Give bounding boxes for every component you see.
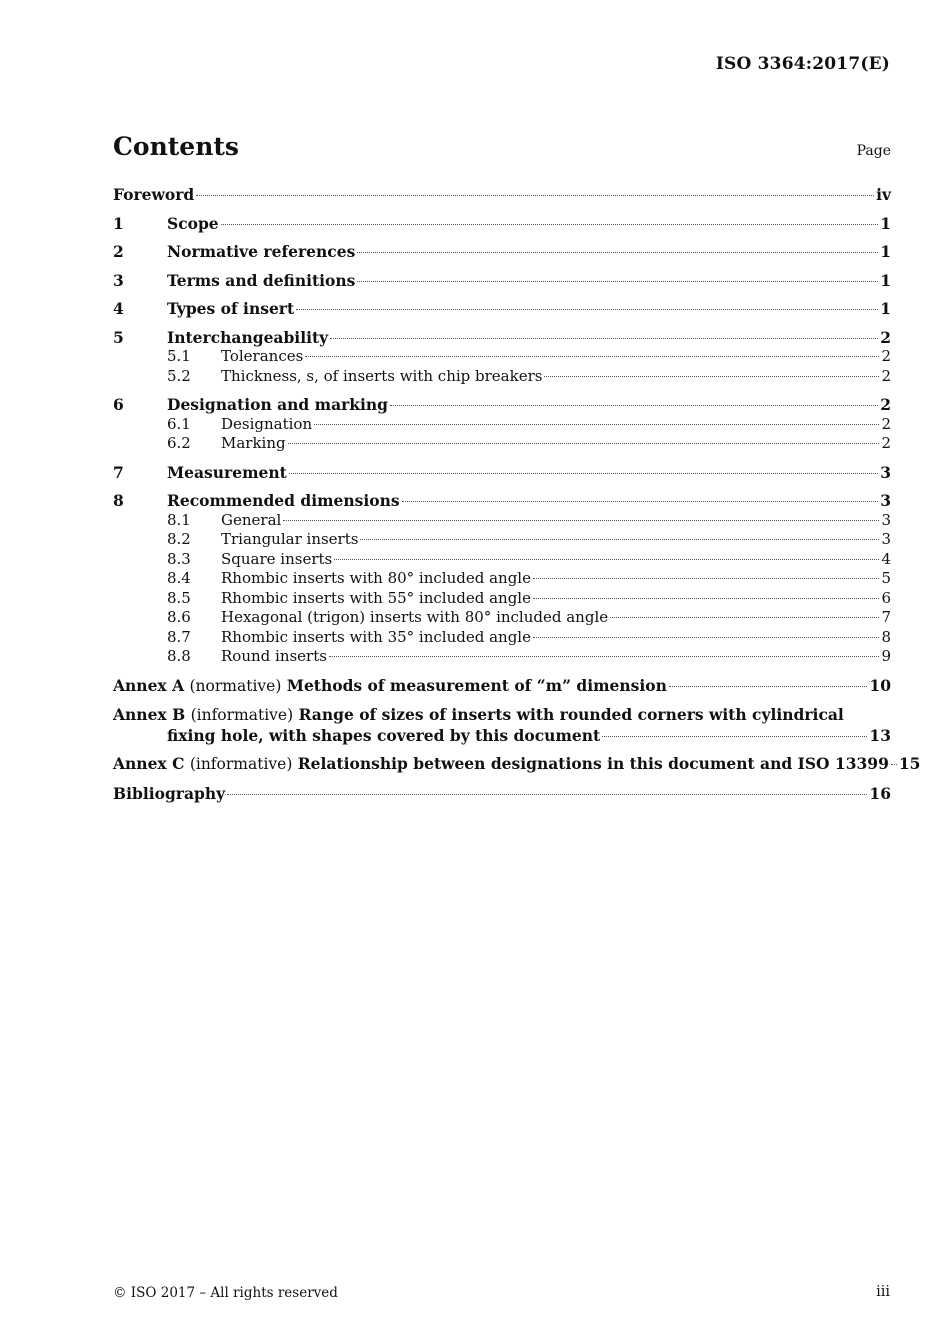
- toc-entry-page: 1: [880, 299, 891, 318]
- toc-entry-page: 9: [881, 647, 891, 665]
- toc-entry[interactable]: [113, 328, 891, 348]
- toc-entry-label: Rhombic inserts with 35° included angle: [221, 627, 531, 646]
- toc-entry-label: Normative references: [167, 242, 356, 261]
- toc-entry-number: 6.2: [167, 434, 191, 452]
- leader-dots: [334, 559, 879, 560]
- toc-entry-label: Marking: [221, 434, 286, 452]
- toc-entry-page: 2: [881, 366, 891, 385]
- toc-entry[interactable]: [113, 511, 891, 531]
- leader-dots: [314, 424, 879, 425]
- leader-dots: [533, 637, 879, 638]
- toc-entries: [113, 185, 891, 667]
- toc-entry-number: 8: [113, 491, 124, 510]
- leader-dots: [360, 539, 879, 540]
- bibliography-page: 16: [869, 783, 891, 803]
- toc-entry-page: 3: [880, 462, 891, 482]
- leader-dots: [283, 520, 879, 521]
- toc-entry[interactable]: [113, 628, 891, 648]
- toc-entry-page: 2: [881, 347, 891, 365]
- toc-entry-number: 1: [113, 213, 124, 233]
- toc-entry-label: Scope: [167, 213, 219, 233]
- leader-dots: [227, 794, 867, 795]
- annex-a-title: Methods of measurement of “m” dimension: [286, 675, 667, 695]
- annex-c-page: 15: [898, 754, 921, 773]
- leader-dots: [602, 736, 867, 737]
- toc-entry-number: 5: [113, 327, 124, 347]
- toc-entry-number: 4: [113, 299, 124, 318]
- toc-entry-label: Round inserts: [221, 647, 327, 665]
- toc-entry-number: 8.6: [167, 608, 191, 626]
- toc-entry[interactable]: [113, 299, 891, 319]
- leader-dots: [533, 598, 879, 599]
- toc-entry-label: Foreword: [113, 185, 195, 204]
- toc-entry-number: 3: [113, 270, 124, 290]
- toc-entry[interactable]: [113, 367, 891, 387]
- toc-entry-page: 1: [880, 213, 891, 233]
- toc-entry[interactable]: [113, 608, 891, 628]
- toc-entry-label: Measurement: [167, 462, 287, 482]
- annex-b-page: 13: [869, 725, 891, 745]
- leader-dots: [544, 376, 879, 377]
- toc-entry-label: Terms and definitions: [167, 270, 356, 290]
- toc-entry-number: 5.1: [167, 347, 191, 365]
- toc-entry-label: Designation: [221, 414, 313, 433]
- toc-entry-page: 8: [881, 627, 891, 646]
- toc-annex-c[interactable]: [113, 754, 921, 775]
- annex-b-type: (informative): [190, 706, 294, 724]
- toc-entry[interactable]: [113, 434, 891, 454]
- toc-entry-page: 3: [880, 491, 891, 510]
- toc-entry-label: Designation and marking: [167, 395, 389, 414]
- annex-c-type: (informative): [189, 755, 293, 773]
- toc-entry-number: 8.5: [167, 588, 191, 607]
- leader-dots: [533, 578, 879, 579]
- annex-b-name: Annex B: [113, 705, 186, 724]
- toc-entry-page: 1: [880, 270, 891, 290]
- leader-dots: [669, 686, 868, 687]
- toc-entry[interactable]: [113, 185, 891, 205]
- leader-dots: [288, 443, 880, 444]
- toc-entry[interactable]: [113, 214, 891, 234]
- toc-entry-page: 2: [881, 414, 891, 433]
- leader-dots: [196, 195, 874, 196]
- toc-entry-label: General: [221, 510, 282, 529]
- toc-entry[interactable]: [113, 491, 891, 511]
- annex-a-type: (normative): [189, 676, 282, 695]
- toc-entry-page: 2: [881, 434, 891, 452]
- toc-entry-number: 8.4: [167, 569, 191, 587]
- toc-entry-label: Recommended dimensions: [167, 491, 400, 510]
- annex-c-name: Annex C: [113, 754, 185, 773]
- leader-dots: [305, 356, 879, 357]
- toc-entry[interactable]: [113, 463, 891, 483]
- toc-entry[interactable]: [113, 347, 891, 367]
- toc-entry-page: 5: [881, 569, 891, 587]
- toc-annex-a[interactable]: [113, 676, 891, 697]
- leader-dots: [891, 764, 897, 765]
- toc-entry-page: 3: [881, 530, 891, 548]
- toc-entry[interactable]: [113, 271, 891, 291]
- leader-dots: [330, 338, 878, 339]
- toc-entry-label: Rhombic inserts with 80° included angle: [221, 569, 531, 587]
- toc-entry-number: 8.7: [167, 627, 191, 646]
- toc-entry[interactable]: [113, 530, 891, 550]
- toc-entry[interactable]: [113, 395, 891, 415]
- toc-entry-number: 8.1: [167, 510, 191, 529]
- toc-entry-label: Rhombic inserts with 55° included angle: [221, 588, 531, 607]
- leader-dots: [329, 656, 880, 657]
- toc-entry-label: Tolerances: [221, 347, 304, 365]
- toc-entry-label: Hexagonal (trigon) inserts with 80° included angle: [221, 608, 609, 626]
- toc-entry-number: 8.3: [167, 549, 191, 568]
- footer-copyright: © ISO 2017 – All rights reserved: [113, 1285, 338, 1301]
- document-code: ISO 3364:2017(E): [715, 54, 890, 74]
- page-column-label: Page: [856, 143, 891, 159]
- toc-entry-number: 7: [113, 462, 124, 482]
- toc-entry-page: 3: [881, 510, 891, 529]
- annex-b-title-cont: fixing hole, with shapes covered by this document: [167, 725, 601, 745]
- toc-entry-label: Square inserts: [221, 549, 333, 568]
- toc-entry-page: 4: [881, 549, 891, 568]
- toc-entry-number: 8.2: [167, 530, 191, 548]
- annex-a-page: 10: [869, 675, 891, 695]
- toc-entry-page: 2: [880, 395, 891, 414]
- toc-entry[interactable]: [113, 647, 891, 667]
- toc-entry[interactable]: [113, 569, 891, 589]
- footer-page-number: iii: [876, 1284, 890, 1300]
- toc-entry-page: 7: [881, 608, 891, 626]
- toc-entry-label: Triangular inserts: [221, 530, 359, 548]
- toc-entry-label: Types of insert: [167, 299, 295, 318]
- toc-bibliography[interactable]: [113, 784, 891, 804]
- toc-entry-page: iv: [876, 185, 891, 204]
- leader-dots: [296, 309, 878, 310]
- leader-dots: [289, 473, 878, 474]
- leader-dots: [610, 617, 879, 618]
- toc-entry-page: 2: [880, 327, 891, 347]
- annex-c-title: Relationship between designations in this document and ISO 13399: [297, 754, 889, 773]
- toc-entry-label: Interchangeability: [167, 327, 329, 347]
- annex-a-name: Annex A: [113, 675, 185, 695]
- contents-title-row: [113, 132, 891, 161]
- leader-dots: [357, 281, 878, 282]
- toc-entry-number: 2: [113, 242, 124, 261]
- toc-entry[interactable]: [113, 242, 891, 262]
- toc-entry-label: Thickness, s, of inserts with chip breakers: [221, 366, 543, 385]
- toc-annex-b[interactable]: [113, 705, 891, 745]
- toc-entry-page: 6: [881, 588, 891, 607]
- toc-entry-number: 8.8: [167, 647, 191, 665]
- bibliography-label: Bibliography: [113, 783, 226, 803]
- leader-dots: [221, 224, 879, 225]
- table-of-contents: [113, 185, 921, 803]
- toc-entry-number: 6.1: [167, 414, 191, 433]
- toc-entry[interactable]: [113, 550, 891, 570]
- leader-dots: [390, 405, 878, 406]
- annex-b-title: Range of sizes of inserts with rounded corners with cylindrical: [298, 705, 844, 724]
- toc-entry-number: 5.2: [167, 366, 191, 385]
- contents-title: Contents: [113, 132, 240, 161]
- leader-dots: [357, 252, 878, 253]
- leader-dots: [402, 501, 879, 502]
- toc-entry[interactable]: [113, 589, 891, 609]
- toc-entry-page: 1: [880, 242, 891, 261]
- toc-entry-number: 6: [113, 395, 124, 414]
- toc-entry[interactable]: [113, 415, 891, 435]
